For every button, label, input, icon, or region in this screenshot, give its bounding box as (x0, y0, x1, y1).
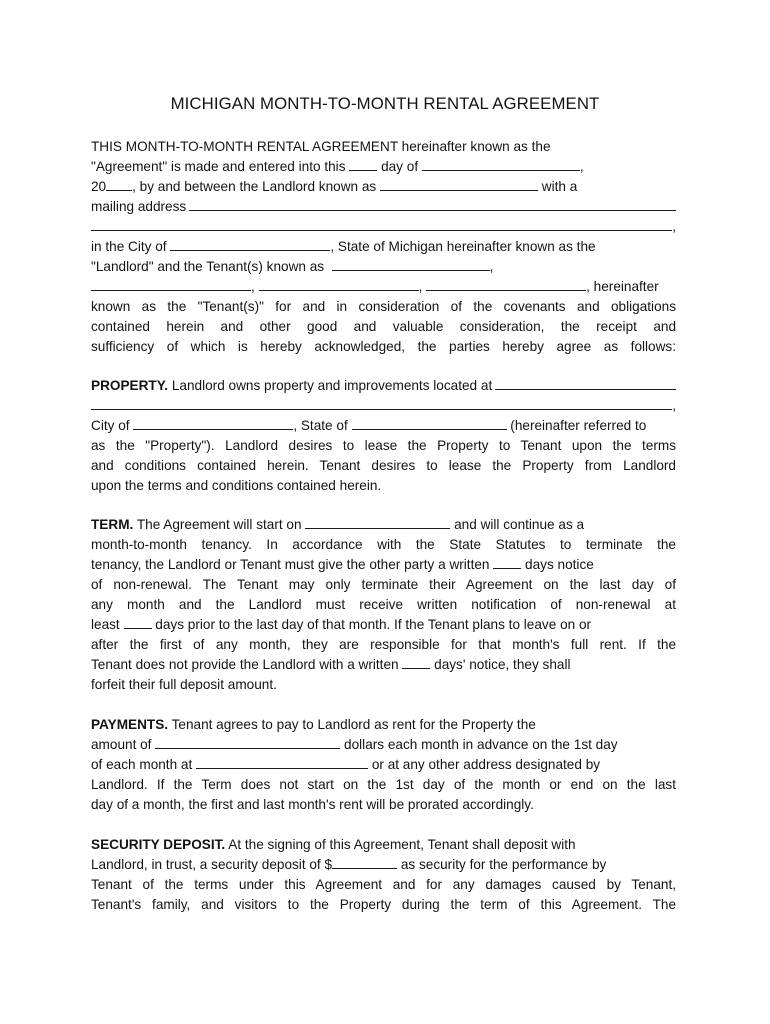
payments-heading: PAYMENTS. (91, 717, 169, 732)
deposit-amount-blank[interactable] (332, 855, 397, 869)
intro-text: , by and between the Landlord known as (132, 179, 377, 194)
month-blank[interactable] (422, 157, 580, 171)
payments-line-3 (91, 755, 676, 775)
landlord-name-blank[interactable] (380, 177, 538, 191)
property-state-blank[interactable] (352, 416, 507, 430)
term-line-8 (91, 655, 676, 675)
term-line-5: any month and the Landlord must receive written notification of non-renewal at (91, 597, 676, 612)
property-address-blank-2[interactable] (91, 396, 672, 410)
intro-text: , (418, 279, 423, 294)
property-line-5: and conditions contained herein. Tenant desires to lease the Property from Landlord (91, 458, 676, 473)
mailing-address-blank-2[interactable] (91, 217, 672, 231)
prior-days-blank[interactable] (124, 615, 152, 629)
tenant-name-blank-3[interactable] (259, 277, 419, 291)
intro-text: , (251, 279, 255, 294)
notice-days-blank[interactable] (493, 555, 521, 569)
property-line-4: as the "Property"). Landlord desires to lease the Property to Tenant upon the terms (91, 438, 676, 453)
term-line-4: of non-renewal. The Tenant may only terminate their Agreement on the last day of (91, 577, 676, 592)
intro-line-7 (91, 257, 676, 277)
security-line-2 (91, 855, 676, 875)
intro-text: 20 (91, 179, 107, 194)
intro-text: with a (541, 179, 578, 194)
intro-text: , hereinafter (586, 279, 659, 294)
tenant-name-blank-2[interactable] (91, 277, 251, 291)
payments-text: dollars each month in advance on the 1st day (344, 737, 618, 752)
property-line-3 (91, 416, 676, 436)
intro-text: THIS MONTH-TO-MONTH RENTAL AGREEMENT hereinafter known as the (91, 139, 551, 154)
payments-text: of each month at (91, 757, 193, 772)
term-heading: TERM. (91, 517, 134, 532)
payments-line-5: day of a month, the first and last month's rent will be prorated accordingly. (91, 797, 534, 812)
term-text: Tenant does not provide the Landlord with a written (91, 657, 399, 672)
payments-text: or at any other address designated by (371, 757, 601, 772)
property-text: , State of (293, 418, 348, 433)
intro-text: in the City of (91, 239, 167, 254)
term-text: days prior to the last day of that month. If the Tenant plans to leave on or (155, 617, 592, 632)
intro-line-4 (91, 197, 676, 217)
term-text: days' notice, they shall (434, 657, 571, 672)
intro-text: mailing address (91, 199, 187, 214)
term-text: least (91, 617, 120, 632)
intro-text: , (489, 259, 494, 274)
intro-line-11: sufficiency of which is hereby acknowledged, the parties hereby agree as follows: (91, 339, 676, 354)
term-text: tenancy, the Landlord or Tenant must give the other party a written (91, 557, 490, 572)
term-text: and will continue as a (454, 517, 585, 532)
intro-text: "Landlord" and the Tenant(s) known as (91, 259, 325, 274)
written-days-blank[interactable] (402, 655, 430, 669)
property-city-blank[interactable] (133, 416, 293, 430)
property-text: (hereinafter referred to (510, 418, 647, 433)
intro-line-3 (91, 177, 676, 197)
payment-address-blank[interactable] (196, 755, 368, 769)
intro-line-6 (91, 237, 676, 257)
intro-text: "Agreement" is made and entered into this (91, 159, 346, 174)
day-blank[interactable] (349, 157, 377, 171)
intro-line-1 (91, 137, 676, 157)
property-text: Landlord owns property and improvements located at (171, 378, 493, 393)
term-line-3 (91, 555, 676, 575)
property-line-2 (91, 396, 676, 416)
security-heading: SECURITY DEPOSIT. (91, 837, 226, 852)
security-line-4: Tenant's family, and visitors to the Property during the term of this Agreement. The (91, 897, 676, 912)
intro-line-5 (91, 217, 676, 237)
term-line-6 (91, 615, 676, 635)
term-line-7: after the first of any month, they are responsible for that month's full rent. If the (91, 637, 676, 652)
year-blank[interactable] (106, 177, 132, 191)
intro-line-8 (91, 277, 676, 297)
tenant-name-blank-1[interactable] (332, 257, 490, 271)
security-line-3: Tenant of the terms under this Agreement and for any damages caused by Tenant, (91, 877, 676, 892)
intro-text: day of (381, 159, 419, 174)
intro-text: , (672, 219, 676, 234)
intro-text: , State of Michigan hereinafter known as the (330, 239, 596, 254)
security-text: as security for the performance by (400, 857, 607, 872)
document-title: MICHIGAN MONTH-TO-MONTH RENTAL AGREEMENT (170, 94, 600, 113)
property-heading: PROPERTY. (91, 378, 169, 393)
payments-text: amount of (91, 737, 152, 752)
payments-text: Tenant agrees to pay to Landlord as rent for the Property the (171, 717, 536, 732)
property-text: City of (91, 418, 130, 433)
payments-line-1 (91, 715, 676, 735)
term-text: The Agreement will start on (136, 517, 302, 532)
security-line-1 (91, 835, 676, 855)
intro-text: , (579, 159, 584, 174)
property-line-1 (91, 376, 676, 396)
intro-line-2 (91, 157, 676, 177)
term-line-1 (91, 515, 676, 535)
city-blank[interactable] (170, 237, 330, 251)
term-line-9: forfeit their full deposit amount. (91, 677, 277, 692)
intro-line-9: known as the "Tenant(s)" for and in consideration of the covenants and obligations (91, 299, 676, 314)
payments-line-4: Landlord. If the Term does not start on the 1st day of the month or end on the last (91, 777, 676, 792)
security-text: Landlord, in trust, a security deposit of $ (91, 857, 333, 872)
security-text: At the signing of this Agreement, Tenant shall deposit with (228, 837, 576, 852)
intro-line-10: contained herein and other good and valuable consideration, the receipt and (91, 319, 676, 334)
term-text: days notice (525, 557, 594, 572)
mailing-address-blank[interactable] (189, 197, 676, 211)
term-line-2: month-to-month tenancy. In accordance with the State Statutes to terminate the (91, 537, 676, 552)
tenant-name-blank-4[interactable] (426, 277, 586, 291)
start-date-blank[interactable] (305, 515, 450, 529)
payments-line-2 (91, 735, 676, 755)
property-text: , (672, 398, 676, 413)
property-line-6: upon the terms and conditions contained herein. (91, 478, 382, 493)
rent-amount-blank[interactable] (155, 735, 340, 749)
property-address-blank[interactable] (495, 376, 676, 390)
